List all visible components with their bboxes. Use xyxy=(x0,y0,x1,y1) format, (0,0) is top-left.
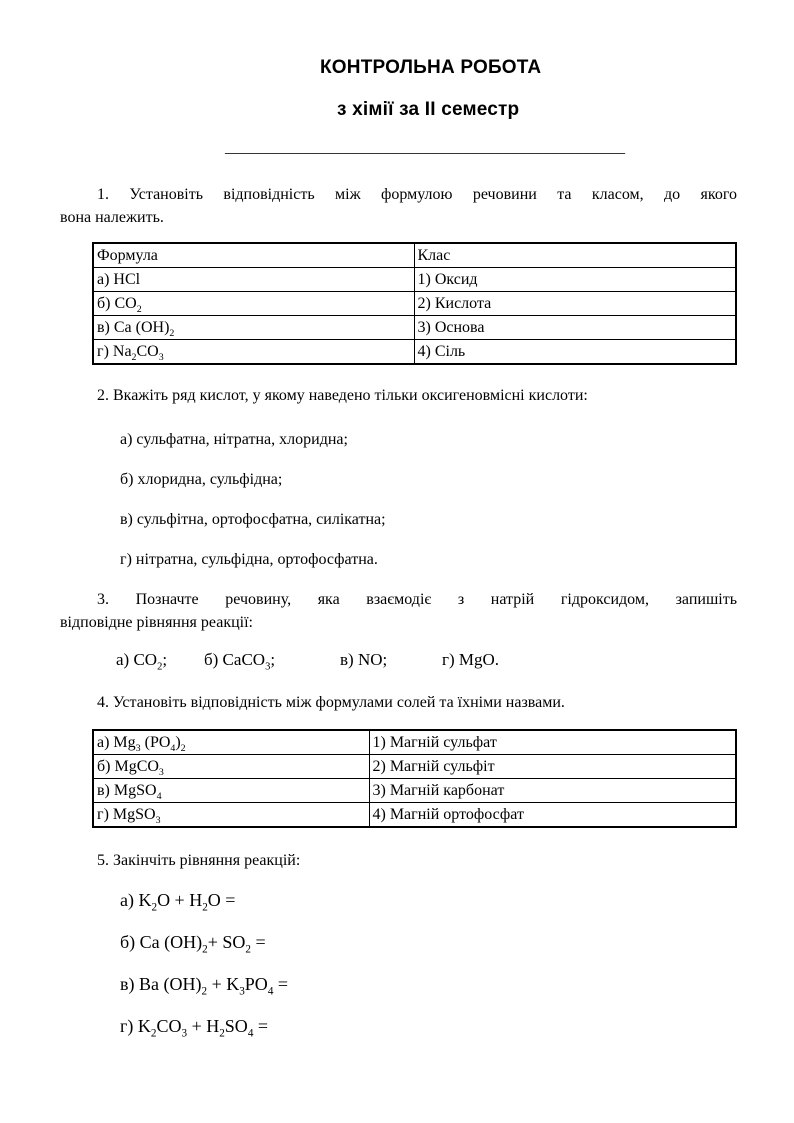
table-row xyxy=(93,755,736,779)
class-cell: 4) Сіль xyxy=(414,340,736,365)
table-header-formula: Формула xyxy=(93,243,414,268)
name-cell: 1) Магній сульфат xyxy=(369,730,736,755)
question-3-line-2: відповідне рівняння реакції: xyxy=(60,614,253,631)
name-cell: 3) Магній карбонат xyxy=(369,779,736,803)
class-cell: 1) Оксид xyxy=(414,268,736,292)
class-cell: 2) Кислота xyxy=(414,292,736,316)
equation-g: г) $K_2CO_3 + H_2SO_4$ = xyxy=(120,1016,269,1040)
formula-cell: г) $Na_2CO_3$ xyxy=(93,340,414,365)
formula-cell: в) MgSO$_4$ xyxy=(93,779,369,803)
question-4-table xyxy=(92,729,737,828)
question-2-options xyxy=(120,428,386,588)
option-a: а) сульфатна, нітратна, хлоридна; xyxy=(120,431,348,448)
table-row xyxy=(93,268,736,292)
equation-b: б) Ca $(OH)_2+ SO_2$ = xyxy=(120,932,266,956)
table-row xyxy=(93,340,736,365)
question-3-text xyxy=(60,588,737,634)
question-1-line-1: 1. Установіть відповідність між формулою речовини та класом, до якого xyxy=(97,186,737,203)
question-1-text xyxy=(60,183,737,229)
table-row xyxy=(93,803,736,828)
question-3-line-1: 3. Позначте речовину, яка взаємодіє з натрій гідроксидом, запишіть xyxy=(97,591,737,608)
formula-cell: в) Ca $(OH)_2$ xyxy=(93,316,414,340)
question-5-equations xyxy=(120,888,288,1056)
formula-cell: г) MgSO$_3$ xyxy=(93,803,369,828)
document-subtitle: з хімії за ІІ семестр xyxy=(337,99,520,120)
option-b: б) CaCO$_3$; xyxy=(204,650,276,673)
equation-a: а) $K_2O + H_2O$ = xyxy=(120,890,236,914)
option-v: в) сульфітна, ортофосфатна, силікатна; xyxy=(120,511,386,528)
question-5-text: 5. Закінчіть рівняння реакцій: xyxy=(97,852,301,869)
document-title: КОНТРОЛЬНА РОБОТА xyxy=(320,57,542,78)
option-v: в) NO; xyxy=(340,650,388,669)
question-4-text: 4. Установіть відповідність між формулами солей та їхніми назвами. xyxy=(97,694,565,711)
option-g: г) нітратна, сульфідна, ортофосфатна. xyxy=(120,551,378,568)
name-cell: 2) Магній сульфіт xyxy=(369,755,736,779)
option-g: г) MgO. xyxy=(442,650,500,669)
table-row xyxy=(93,779,736,803)
formula-cell: б) $CO_2$ xyxy=(93,292,414,316)
formula-cell: а) HCl xyxy=(93,268,414,292)
table-header-row xyxy=(93,243,736,268)
table-row xyxy=(93,730,736,755)
formula-cell: а) $Mg_3$ $(PO_4)_2$ xyxy=(93,730,369,755)
option-b: б) хлоридна, сульфідна; xyxy=(120,471,283,488)
table-header-class: Клас xyxy=(414,243,736,268)
option-a: а) $CO_2$; xyxy=(116,650,168,673)
formula-cell: б) MgCO$_3$ xyxy=(93,755,369,779)
question-3-options xyxy=(116,648,499,672)
table-row xyxy=(93,316,736,340)
name-line: __________________________________________________ xyxy=(225,139,625,156)
question-1-table xyxy=(92,242,737,365)
class-cell: 3) Основа xyxy=(414,316,736,340)
equation-v: в) Ba $(OH)_2 + K_3PO_4$ = xyxy=(120,974,289,998)
name-cell: 4) Магній ортофосфат xyxy=(369,803,736,828)
question-1-line-2: вона належить. xyxy=(60,209,164,226)
question-2-text: 2. Вкажіть ряд кислот, у якому наведено тільки оксигеновмісні кислоти: xyxy=(97,387,588,404)
table-row xyxy=(93,292,736,316)
